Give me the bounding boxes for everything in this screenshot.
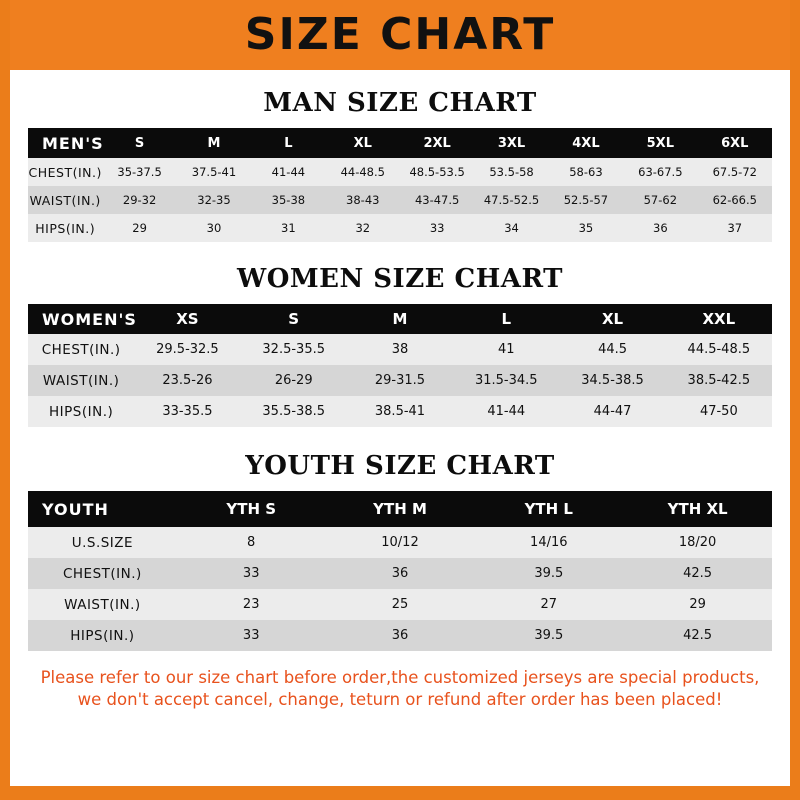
- content: [10, 88, 790, 712]
- women-cell-0-3: 41: [497, 342, 515, 357]
- women-cell-0-0: 29.5-32.5: [156, 342, 219, 357]
- women-cell-1-5: 38.5-42.5: [687, 373, 751, 388]
- women-table-header: [28, 304, 772, 334]
- man-cell-0-0: 35-37.5: [117, 165, 162, 179]
- man-row-1-label: WAIST(IN.): [29, 192, 101, 208]
- man-cell-2-1: 30: [206, 221, 222, 235]
- man-table-body: [28, 158, 772, 242]
- table-row: [28, 620, 772, 651]
- women-cell-0-1: 32.5-35.5: [262, 342, 325, 357]
- women-cell-2-1: 35.5-38.5: [262, 404, 325, 419]
- notice-text: [28, 667, 772, 712]
- women-section-title: WOMEN SIZE CHART: [237, 264, 563, 294]
- man-row-0-label: CHEST(IN.): [28, 164, 102, 180]
- women-cell-1-4: 34.5-38.5: [581, 373, 644, 388]
- women-cell-2-3: 41-44: [487, 404, 526, 419]
- women-cell-1-0: 23.5-26: [162, 373, 213, 388]
- table-header-row: [28, 128, 772, 158]
- man-cell-0-8: 67.5-72: [712, 165, 757, 179]
- youth-header-cell-0: YOUTH: [42, 499, 109, 519]
- man-header-cell-9: 6XL: [721, 135, 749, 151]
- table-row: [28, 334, 772, 365]
- youth-row-1-label: CHEST(IN.): [62, 565, 142, 582]
- man-header-cell-2: M: [207, 135, 221, 151]
- women-table-body: [28, 334, 772, 427]
- man-header-cell-5: 2XL: [423, 135, 451, 151]
- women-cell-2-2: 38.5-41: [374, 404, 426, 419]
- man-cell-0-6: 58-63: [569, 165, 603, 179]
- youth-row-0-label: U.S.SIZE: [71, 534, 134, 551]
- youth-cell-0-3: 18/20: [678, 535, 717, 550]
- man-row-2-label: HIPS(IN.): [35, 220, 96, 236]
- table-row: [28, 527, 772, 558]
- man-cell-2-0: 29: [132, 221, 147, 235]
- man-header-cell-8: 5XL: [646, 135, 674, 151]
- youth-cell-2-2: 27: [540, 597, 558, 612]
- youth-cell-1-0: 33: [242, 566, 260, 581]
- youth-header-cell-2: YTH M: [373, 500, 427, 518]
- youth-row-2-label: WAIST(IN.): [64, 596, 141, 613]
- youth-header-cell-1: YTH S: [226, 500, 277, 518]
- table-header-row: [28, 304, 772, 334]
- youth-cell-3-2: 39.5: [534, 628, 564, 643]
- table-header-row: [28, 491, 772, 527]
- youth-header-cell-3: YTH L: [524, 500, 573, 518]
- man-cell-1-1: 32-35: [197, 193, 231, 207]
- youth-cell-2-3: 29: [689, 597, 706, 612]
- youth-table-body: [28, 527, 772, 651]
- table-row: [28, 186, 772, 214]
- man-cell-1-0: 29-32: [122, 193, 157, 207]
- women-cell-0-4: 44.5: [598, 342, 628, 357]
- women-header-cell-1: XS: [176, 310, 199, 328]
- women-header-cell-6: XXL: [702, 310, 736, 328]
- man-cell-1-4: 43-47.5: [414, 193, 460, 207]
- youth-cell-2-0: 23: [242, 597, 260, 612]
- man-cell-2-3: 32: [355, 221, 371, 235]
- youth-cell-3-3: 42.5: [683, 628, 713, 643]
- man-header-cell-4: XL: [353, 135, 372, 151]
- women-cell-2-0: 33-35.5: [162, 404, 213, 419]
- youth-cell-3-1: 36: [391, 628, 409, 643]
- table-row: [28, 396, 772, 427]
- man-cell-2-5: 34: [504, 221, 519, 235]
- man-cell-2-2: 31: [281, 221, 296, 235]
- youth-row-3-label: HIPS(IN.): [70, 627, 135, 644]
- table-row: [28, 158, 772, 186]
- youth-cell-2-1: 25: [391, 597, 409, 612]
- man-header-cell-1: S: [134, 135, 145, 151]
- women-cell-2-5: 47-50: [699, 404, 738, 419]
- page-title: SIZE CHART: [244, 9, 556, 60]
- man-cell-0-7: 63-67.5: [638, 165, 683, 179]
- man-header-cell-6: 3XL: [497, 135, 526, 151]
- man-cell-1-8: 62-66.5: [712, 193, 757, 207]
- man-cell-2-6: 35: [578, 221, 594, 235]
- notice-line-1: Please refer to our size chart before order,the customized jerseys are special products,: [40, 668, 760, 687]
- women-cell-1-2: 29-31.5: [374, 373, 426, 388]
- youth-cell-1-2: 39.5: [534, 566, 564, 581]
- man-header-cell-7: 4XL: [572, 135, 600, 151]
- youth-cell-1-3: 42.5: [683, 566, 713, 581]
- table-row: [28, 558, 772, 589]
- man-header-cell-0: MEN'S: [42, 133, 104, 153]
- youth-cell-0-2: 14/16: [530, 535, 568, 550]
- women-header-cell-2: S: [288, 310, 300, 328]
- women-header-cell-5: XL: [601, 310, 624, 328]
- women-cell-0-2: 38: [391, 342, 409, 357]
- women-row-2-label: HIPS(IN.): [49, 403, 114, 420]
- youth-cell-0-0: 8: [247, 535, 256, 550]
- youth-size-table: [28, 491, 772, 651]
- women-row-0-label: CHEST(IN.): [41, 341, 121, 358]
- man-cell-1-6: 52.5-57: [563, 193, 609, 207]
- man-size-table: [28, 128, 772, 242]
- women-cell-1-3: 31.5-34.5: [474, 373, 538, 388]
- table-row: [28, 214, 772, 242]
- women-cell-1-1: 26-29: [274, 373, 313, 388]
- man-cell-1-7: 57-62: [643, 193, 678, 207]
- women-size-table: [28, 304, 772, 427]
- women-header-cell-3: M: [392, 310, 408, 328]
- youth-cell-1-1: 36: [391, 566, 409, 581]
- man-table-header: [28, 128, 772, 158]
- table-row: [28, 365, 772, 396]
- man-cell-2-4: 33: [429, 221, 445, 235]
- youth-header-cell-4: YTH XL: [667, 500, 728, 518]
- man-cell-1-5: 47.5-52.5: [483, 193, 540, 207]
- youth-cell-0-1: 10/12: [381, 535, 419, 550]
- man-cell-1-2: 35-38: [271, 193, 306, 207]
- women-header-cell-4: L: [501, 310, 512, 328]
- man-cell-0-4: 48.5-53.5: [409, 165, 465, 179]
- youth-cell-3-0: 33: [242, 628, 260, 643]
- header-band: [10, 0, 790, 70]
- man-cell-2-7: 36: [653, 221, 668, 235]
- women-header-cell-0: WOMEN'S: [42, 309, 137, 329]
- man-cell-2-8: 37: [727, 221, 743, 235]
- women-row-1-label: WAIST(IN.): [42, 372, 120, 389]
- youth-table-header: [28, 491, 772, 527]
- man-cell-0-5: 53.5-58: [489, 165, 534, 179]
- man-cell-0-2: 41-44: [271, 165, 306, 179]
- man-section-title: MAN SIZE CHART: [263, 88, 537, 118]
- man-header-cell-3: L: [284, 135, 293, 151]
- man-cell-0-3: 44-48.5: [340, 165, 385, 179]
- man-cell-0-1: 37.5-41: [191, 165, 237, 179]
- women-cell-0-5: 44.5-48.5: [687, 342, 751, 357]
- table-row: [28, 589, 772, 620]
- women-cell-2-4: 44-47: [593, 404, 632, 419]
- youth-section-title: YOUTH SIZE CHART: [245, 451, 555, 481]
- notice-line-2: we don't accept cancel, change, teturn or refund after order has been placed!: [77, 690, 723, 710]
- man-cell-1-3: 38-43: [346, 193, 380, 207]
